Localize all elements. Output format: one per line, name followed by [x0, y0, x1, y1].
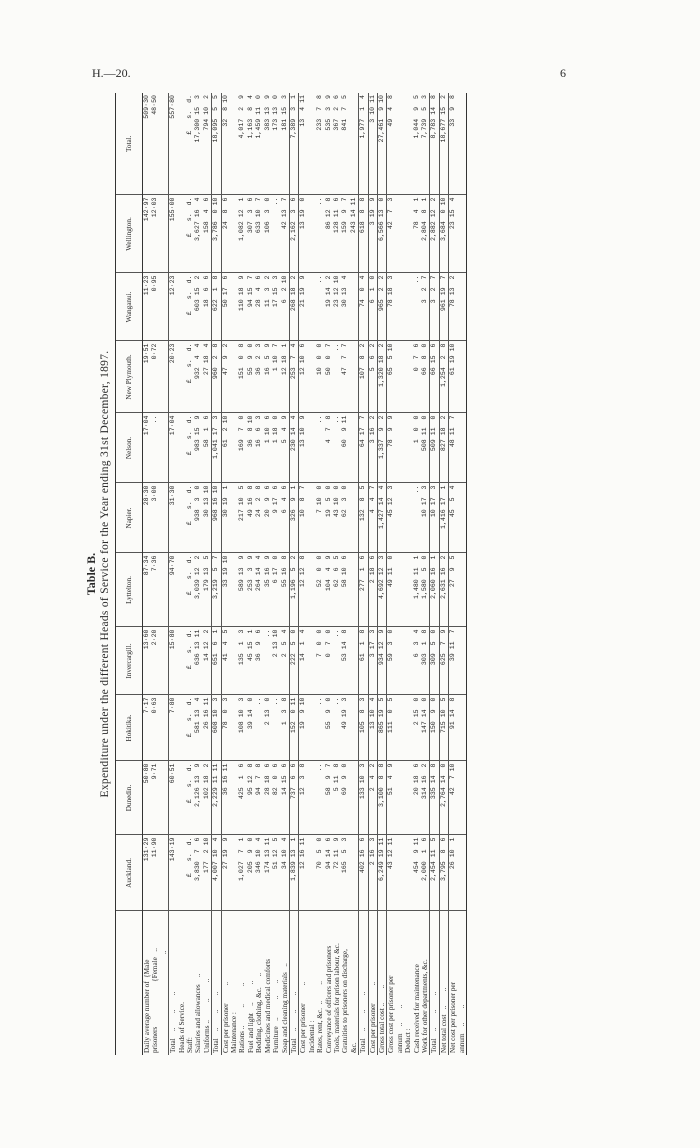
table-row — [368, 93, 377, 1055]
table-cell: 0 7 6 66 8 0 — [404, 341, 430, 413]
row-label: Staff: Salaries and allowances .. Uniforms .. .. .. — [186, 973, 211, 1053]
table-cell: 11·23 0·95 — [143, 273, 169, 341]
column-header: Invercargill. — [116, 627, 143, 695]
table-cell: 557·80 — [169, 93, 178, 195]
table-cell: 133 10 3 — [359, 761, 368, 835]
table-cell: 934 12 9 — [377, 627, 386, 695]
table-cell: 6,566 13 0 — [377, 195, 386, 273]
table-cell: 6 3 4 303 1 8 — [404, 627, 430, 695]
table-cell: 865 19 5 — [377, 695, 386, 761]
table-cell — [178, 761, 186, 835]
table-cell: £ s. d. 3,830 7 6 177 2 10 — [186, 835, 212, 911]
table-cell: 14 1 4 — [299, 627, 308, 695]
table-cell: 454 9 11 2,000 1 6 — [404, 835, 430, 911]
table-cell: 13 10 4 — [368, 695, 377, 761]
table-cell: 960 2 8 — [212, 341, 221, 413]
table-cell: 715 10 5 — [439, 695, 448, 761]
table-cell: 1 0 0 508 11 0 — [404, 413, 430, 483]
table-row — [377, 93, 386, 1055]
table-cell — [178, 93, 186, 195]
table-cell: 107 8 2 — [359, 341, 368, 413]
table-cell: 8,783 14 8 — [430, 93, 439, 195]
table-cell: 78 13 2 — [449, 273, 467, 341]
table-cell: 151 0 8 55 9 0 36 2 3 16 5 9 1 10 7 12 18 1 — [230, 341, 289, 413]
table-cell: 1,839 13 1 — [289, 835, 298, 911]
table-cell: 402 16 6 — [359, 835, 368, 911]
table-cell: 78 0 3 — [221, 695, 230, 761]
table-row — [289, 93, 298, 1055]
column-header: Napier. — [116, 483, 143, 553]
table-cell — [178, 413, 186, 483]
table-cell: 622 1 8 — [212, 273, 221, 341]
table-cell: 27 19 9 — [221, 835, 230, 911]
table-row — [169, 93, 178, 1055]
row-label: Total .. .. .. — [212, 911, 221, 1055]
table-cell: 19 9 10 — [299, 695, 308, 761]
row-label: Incidental : Rates, rent, &c. .. .. Conveyance of officers and prisoners Tools, materials for prison labour, &c. Gratuities to prisoners on discharge, &c. — [307, 943, 358, 1053]
table-cell: 51 4 9 — [387, 761, 404, 835]
table-cell: 425 1 6 95 12 8 94 7 8 28 18 6 82 0 6 14 15 6 — [230, 761, 289, 835]
table-cell: 6 1 0 — [368, 273, 377, 341]
table-cell: 19·51 0·72 — [143, 341, 169, 413]
table-cell: 17·04 — [169, 413, 178, 483]
table-cell: 12 12 8 — [299, 553, 308, 627]
table-label: Table B. — [84, 552, 98, 596]
table-cell: 42 7 10 — [449, 761, 467, 835]
table-cell: 3 10 11 — [368, 93, 377, 195]
table-cell: .. 58 9 7 5 11 8 69 9 0 — [308, 761, 359, 835]
table-cell: 7·80 — [169, 695, 178, 761]
table-cell: 230 14 4 — [289, 413, 298, 483]
table-cell: 3 16 2 — [368, 413, 377, 483]
table-row — [387, 93, 404, 1055]
table-cell: 253 7 4 — [289, 341, 298, 413]
table-cell: 12 10 6 — [299, 341, 308, 413]
row-label: Cost per prisoner .. — [221, 911, 230, 1055]
table-cell — [178, 553, 186, 627]
table-cell: £ s. d. 603 15 2 18 6 6 — [186, 273, 212, 341]
row-label: Net total cost .. .. — [439, 911, 448, 1055]
table-cell: 326 9 1 — [289, 483, 298, 553]
table-cell: 1,977 1 4 — [359, 93, 368, 195]
column-header: Nelson. — [116, 413, 143, 483]
column-header: Auckland. — [116, 835, 143, 911]
table-cell: 7,389 3 1 — [289, 93, 298, 195]
table-cell: 49 11 0 — [387, 553, 404, 627]
table-row — [359, 93, 368, 1055]
column-header: New Plymouth. — [116, 341, 143, 413]
table-cell: £ s. d. 938 3 0 30 13 10 — [186, 483, 212, 553]
table-cell: 2,882 12 2 — [430, 195, 439, 273]
table-cell: 625 7 9 — [439, 627, 448, 695]
table-row — [230, 93, 289, 1055]
table-cell: 2,162 3 6 — [289, 195, 298, 273]
table-cell — [178, 627, 186, 695]
table-cell — [178, 273, 186, 341]
table-cell: 36 16 11 — [221, 761, 230, 835]
table-cell: 31·30 — [169, 483, 178, 553]
table-cell — [178, 483, 186, 553]
table-cell: 52 0 0 104 4 9 62 6 5 58 10 6 — [308, 553, 359, 627]
row-label: Total .. .. .. — [359, 911, 368, 1055]
table-cell: 33 19 10 — [221, 553, 230, 627]
table-cell: 3,219 5 7 — [212, 553, 221, 627]
table-cell: 94·70 — [169, 553, 178, 627]
table-cell: .. 55 9 0 .. 49 19 3 — [308, 695, 359, 761]
table-cell: 4,007 10 4 — [212, 835, 221, 911]
table-cell: 5 6 2 — [368, 341, 377, 413]
row-label: Gross cost per prisoner per annum .. .. — [387, 911, 404, 1055]
row-label: Net cost per prisoner per annum .. .. — [449, 911, 467, 1055]
table-cell: 3,786 0 10 — [212, 195, 221, 273]
table-cell: 217 10 5 49 16 8 24 2 8 20 9 6 9 17 6 6 4 6 — [230, 483, 289, 553]
table-cell: 50 17 6 — [221, 273, 230, 341]
table-cell: 74 0 4 — [359, 273, 368, 341]
table-row — [186, 93, 212, 1055]
table-cell: 6,249 19 11 — [377, 835, 386, 911]
table-cell: 2 16 3 — [368, 835, 377, 911]
table-cell: 1,416 17 1 — [439, 483, 448, 553]
table-cell: 13·60 2·20 — [143, 627, 169, 695]
row-label: Heads of Service. — [177, 1002, 186, 1053]
row-label: Total .. .. .. — [169, 911, 178, 1055]
table-cell: 59 3 0 — [387, 627, 404, 695]
table-row — [404, 93, 430, 1055]
table-cell: 651 6 1 — [212, 627, 221, 695]
header-row — [116, 93, 143, 1055]
table-body — [143, 93, 467, 1055]
table-cell: 41 4 5 — [221, 627, 230, 695]
table-cell: 105 8 3 — [359, 695, 368, 761]
table-cell: 7 10 0 19 5 0 43 10 0 62 3 0 — [308, 483, 359, 553]
table-cell: 618 8 8 — [359, 195, 368, 273]
table-cell: 3 19 9 — [368, 195, 377, 273]
table-cell: 1,254 2 8 — [439, 341, 448, 413]
table-cell: 1,027 7 1 205 9 0 346 10 4 174 13 11 51 12 5 34 10 4 — [230, 835, 289, 911]
table-cell: 965 2 2 — [377, 273, 386, 341]
table-cell: 3 17 3 — [368, 627, 377, 695]
table-cell: 70 5 0 94 14 6 72 11 9 165 5 3 — [308, 835, 359, 911]
row-label: Cost per prisoner .. — [368, 911, 377, 1055]
table-cell: 18,095 5 5 — [212, 93, 221, 195]
table-cell: 589 13 9 253 3 9 264 14 4 35 16 9 6 17 0 55 16 8 — [230, 553, 289, 627]
table-cell: 108 10 3 39 14 0 .. 2 13 0 .. 1 3 8 — [230, 695, 289, 761]
table-title: Expenditure under the different Heads of Service for the Year ending 31st December, 1897. — [99, 350, 111, 798]
table-cell: £ s. d. 581 13 4 26 16 11 — [186, 695, 212, 761]
table-cell: 27,461 9 10 — [377, 93, 386, 195]
table-cell: 4,692 12 3 — [377, 553, 386, 627]
table-cell: 13 4 11 — [299, 93, 308, 195]
table-cell: .. 4 7 8 .. 60 9 11 — [308, 413, 359, 483]
row-label: Cost per prisoner .. — [299, 911, 308, 1055]
table-cell: £ s. d. 2,126 13 9 102 18 2 — [186, 761, 212, 835]
table-cell: 39 11 7 — [449, 627, 467, 695]
table-cell: 111 0 5 — [387, 695, 404, 761]
table-cell: 33 9 8 — [449, 93, 467, 195]
page-number: 6 — [560, 66, 566, 80]
table-row — [221, 93, 230, 1055]
table-cell: 169 7 0 36 8 10 16 6 3 1 10 6 1 18 0 5 4 9 — [230, 413, 289, 483]
table-row — [439, 93, 448, 1055]
table-cell: 737 6 6 — [289, 761, 298, 835]
table-cell: 78 18 3 — [387, 273, 404, 341]
table-cell: 143·19 — [169, 835, 178, 911]
row-label: Total .. .. .. — [430, 911, 439, 1055]
table-cell — [178, 341, 186, 413]
column-header: Wanganui. — [116, 273, 143, 341]
table-cell: 78 9 9 — [387, 413, 404, 483]
page-reference: H.—20. — [92, 66, 131, 80]
table-cell: 2 15 0 147 14 0 — [404, 695, 430, 761]
table-cell: 12·23 — [169, 273, 178, 341]
table-cell: 23 15 4 — [449, 195, 467, 273]
row-label: Maintenance : Rations .. .. .. Fuel and light .. .. Bedding, clothing, &c. .. Medicines and medical comforts Furniture .. .. .. Soap and cleaning materials .. — [230, 958, 289, 1053]
table-cell: 968 16 10 — [212, 483, 221, 553]
table-cell: 1,196 5 2 — [289, 553, 298, 627]
table-cell: 2,060 16 1 — [430, 553, 439, 627]
table-cell — [178, 835, 186, 911]
table-cell: 24 8 6 — [221, 195, 230, 273]
table-cell: 150 9 0 — [430, 695, 439, 761]
table-cell: 509·30 48·50 — [143, 93, 169, 195]
table-cell: 3 2 7 — [430, 273, 439, 341]
table-cell: 43 12 11 — [387, 835, 404, 911]
table-cell: 64 17 7 — [359, 413, 368, 483]
table-cell: 20·23 — [169, 341, 178, 413]
table-cell: 61 2 10 — [221, 413, 230, 483]
row-label: Deduct : Cash received for maintenance Work for other departments, &c. — [404, 959, 429, 1053]
table-cell: 91 14 8 — [449, 695, 467, 761]
table-cell: 10 17 3 — [430, 483, 439, 553]
table-cell: 78 4 1 2,804 8 1 — [404, 195, 430, 273]
rotated-table-block — [82, 93, 682, 1055]
table-cell: 28·30 3·00 — [143, 483, 169, 553]
table-cell: 13 19 0 — [299, 195, 308, 273]
table-row — [299, 93, 308, 1055]
table-cell: 277 1 6 — [359, 553, 368, 627]
table-cell: 222 5 0 — [289, 627, 298, 695]
table-cell: 12 16 11 — [299, 835, 308, 911]
table-cell: 4 4 7 — [368, 483, 377, 553]
table-cell: 21 19 9 — [299, 273, 308, 341]
table-cell: .. 3 2 7 — [404, 273, 430, 341]
table-cell: 3,684 0 10 — [439, 195, 448, 273]
table-cell: 2,631 16 2 — [439, 553, 448, 627]
table-cell: 87·34 7·36 — [143, 553, 169, 627]
table-cell: 3,795 8 6 — [439, 835, 448, 911]
table-cell — [178, 695, 186, 761]
table-cell: £ s. d. 3,627 16 4 158 4 6 — [186, 195, 212, 273]
table-cell: £ s. d. 983 15 9 58 1 6 — [186, 413, 212, 483]
table-cell: £ s. d. 3,039 12 2 179 13 5 — [186, 553, 212, 627]
table-row — [212, 93, 221, 1055]
table-cell: 66 15 6 — [430, 341, 439, 413]
table-cell: 3,100 8 8 — [377, 761, 386, 835]
table-row — [308, 93, 359, 1055]
table-cell: 132 8 5 — [359, 483, 368, 553]
table-cell: 65 5 10 — [387, 341, 404, 413]
table-cell: 1,427 14 4 — [377, 483, 386, 553]
table-cell: 135 1 3 45 15 1 36 9 6 .. 2 13 10 2 5 4 — [230, 627, 289, 695]
table-cell: 32 8 10 — [221, 93, 230, 195]
table-cell: 155·00 — [169, 195, 178, 273]
table-cell: 608 10 3 — [212, 695, 221, 761]
table-cell: 309 5 0 — [430, 627, 439, 695]
table-row — [178, 93, 186, 1055]
table-row — [143, 93, 169, 1055]
column-header: Wellington. — [116, 195, 143, 273]
table-cell: 961 19 7 — [439, 273, 448, 341]
row-label: Total .. .. .. — [289, 911, 298, 1055]
column-header: Hokitika. — [116, 695, 143, 761]
table-cell: 2,764 14 0 — [439, 761, 448, 835]
expenditure-table — [115, 93, 467, 1055]
table-cell: 4,017 2 9 1,163 8 4 1,459 11 0 383 13 9 173 13 0 181 15 3 — [230, 93, 289, 195]
table-cell: 7·17 0·63 — [143, 695, 169, 761]
table-cell: £ s. d. 636 13 11 14 12 2 — [186, 627, 212, 695]
table-cell: 233 7 8 535 3 9 367 2 6 841 7 5 — [308, 93, 359, 195]
table-cell: 15·80 — [169, 627, 178, 695]
table-cell: 30 19 1 — [221, 483, 230, 553]
table-cell: 20 18 6 314 16 2 — [404, 761, 430, 835]
table-cell: 49 4 8 — [387, 93, 404, 195]
table-cell — [178, 195, 186, 273]
table-cell: 2 18 6 — [368, 553, 377, 627]
table-cell: 50·80 9·71 — [143, 761, 169, 835]
row-label: Gross total cost .. .. — [377, 911, 386, 1055]
table-cell: 10 8 7 — [299, 483, 308, 553]
table-cell: 61 1 8 — [359, 627, 368, 695]
table-cell: 12 3 8 — [299, 761, 308, 835]
table-cell: £ s. d. 17,300 15 3 794 10 2 — [186, 93, 212, 195]
table-cell: £ s. d. 932 4 4 27 18 4 — [186, 341, 212, 413]
table-cell: .. 19 14 2 23 12 10 30 13 4 — [308, 273, 359, 341]
table-cell: 509 11 0 — [430, 413, 439, 483]
table-cell: 13 10 9 — [299, 413, 308, 483]
table-cell: 2 4 2 — [368, 761, 377, 835]
table-cell: 48 11 7 — [449, 413, 467, 483]
table-cell: 1,320 18 2 — [377, 341, 386, 413]
column-header: Lyttelton. — [116, 553, 143, 627]
table-cell: 7 0 0 0 7 0 .. 53 14 8 — [308, 627, 359, 695]
table-cell: 268 18 2 — [289, 273, 298, 341]
column-header: Dunedin. — [116, 761, 143, 835]
table-cell: 1,337 9 2 — [377, 413, 386, 483]
table-cell: .. 10 17 3 — [404, 483, 430, 553]
table-cell: 47 9 2 — [221, 341, 230, 413]
table-cell: 60·51 — [169, 761, 178, 835]
table-cell: 110 18 9 94 15 7 28 4 6 11 3 2 17 15 3 6 2 10 — [230, 273, 289, 341]
table-cell: 45 5 4 — [449, 483, 467, 553]
table-cell: 61 19 10 — [449, 341, 467, 413]
table-cell: 27 9 5 — [449, 553, 467, 627]
table-cell: 1,041 17 3 — [212, 413, 221, 483]
row-label: Daily average number of {Male prisoners {Female .. .. — [143, 948, 168, 1053]
table-cell: 1,044 9 5 7,739 5 3 — [404, 93, 430, 195]
column-header: Total. — [116, 93, 143, 195]
table-cell: 335 14 8 — [430, 761, 439, 835]
table-cell: 26 10 1 — [449, 835, 467, 911]
table-cell: 1,480 11 1 1,580 5 0 — [404, 553, 430, 627]
table-cell: 17·04 .. — [143, 413, 169, 483]
table-cell: 827 18 2 — [439, 413, 448, 483]
table-cell: 152 0 11 — [289, 695, 298, 761]
table-cell: .. 86 12 8 128 11 6 159 9 7 243 14 11 — [308, 195, 359, 273]
table-cell: 131·29 11·90 — [143, 835, 169, 911]
column-header — [116, 911, 143, 1055]
table-cell: 2,454 11 5 — [430, 835, 439, 911]
table-cell: 142·97 12·03 — [143, 195, 169, 273]
table-cell: 2,229 11 11 — [212, 761, 221, 835]
table-cell: 10 0 0 50 0 7 .. 47 7 7 — [308, 341, 359, 413]
table-cell: 42 7 3 — [387, 195, 404, 273]
table-row — [449, 93, 467, 1055]
table-cell: 45 12 3 — [387, 483, 404, 553]
table-cell: 18,677 15 2 — [439, 93, 448, 195]
table-cell: 1,082 12 1 307 3 6 633 10 7 106 3 0 .. 42 13 7 — [230, 195, 289, 273]
table-row — [430, 93, 439, 1055]
